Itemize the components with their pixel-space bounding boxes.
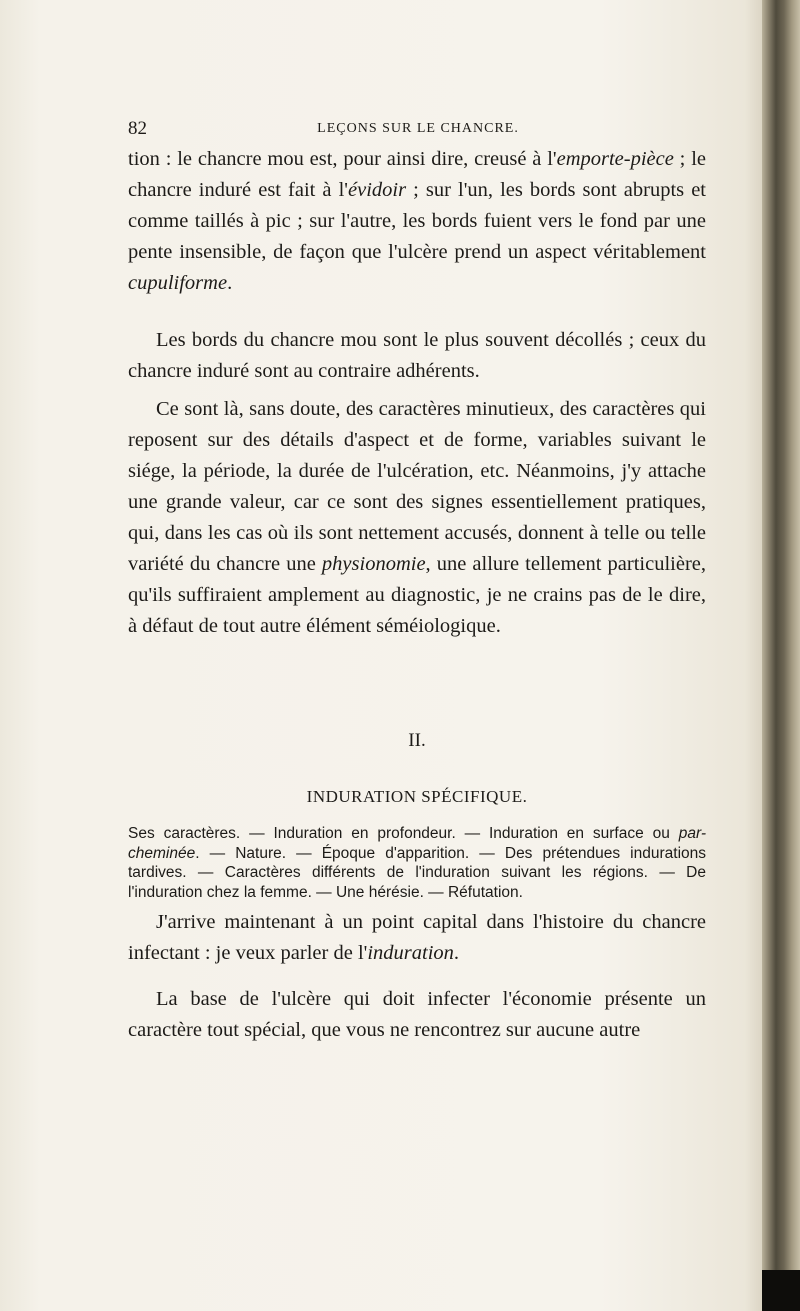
p1-emphasis-3: cupuliforme xyxy=(128,272,228,294)
page-corner-shadow xyxy=(762,1270,800,1311)
p3-text-2: , une allure tellement particulière, qu'ils suffiraient amplement au diagnostic, je ne crains pas de le dire, à défaut de tout autre élément séméiologique. xyxy=(128,553,706,637)
p5-text: La base de l'ulcère qui doit infecter l'économie présente un caractère tout spécial, que vous ne rencontrez sur aucune autre xyxy=(128,988,706,1041)
paragraph-4 xyxy=(128,907,706,969)
section-number: II. xyxy=(408,730,426,751)
paragraph-3 xyxy=(128,394,706,642)
p1-text-1: tion : le chancre mou est, pour ainsi dire, creusé à l' xyxy=(128,148,557,170)
summary-text-1: Ses caractères. — Induration en profondeur. — Induration en surface ou xyxy=(128,825,679,842)
p1-text-3: ; sur l'un, les bords sont abrupts et comme taillés à pic ; sur l'autre, les bords fuient vers le fond par une pente insensible, de façon que l'ulcère prend un aspect véritablement xyxy=(128,179,706,263)
p4-text-2: . xyxy=(453,942,460,964)
page-number: 82 xyxy=(128,118,147,139)
page-edge-shadow xyxy=(762,0,800,1311)
page-header xyxy=(128,118,708,140)
section-title: INDURATION SPÉCIFIQUE. xyxy=(306,787,528,806)
p4-text-1: J'arrive maintenant à un point capital dans l'histoire du chancre infectant : je veux parler de l' xyxy=(128,911,706,964)
paragraph-5 xyxy=(128,984,706,1046)
summary-emphasis-1: par-cheminée xyxy=(128,825,706,862)
p1-text-4: . xyxy=(227,272,233,294)
summary-text-2: . — Nature. — Époque d'apparition. — Des prétendues indurations tardives. — Caractères différents de l'induration suivant les régions. — De l'induration chez la femme. — Une hérésie. — Réfutation. xyxy=(128,844,706,901)
p3-text-1: Ce sont là, sans doute, des caractères minutieux, des caractères qui reposent sur des détails d'aspect et de forme, variables suivant le siége, la période, la durée de l'ulcération, etc. Néanmoins, j'y attache une grande valeur, car ce sont des signes essentiellement pratiques, qui, dans les cas où ils sont nettement accusés, donnent à telle ou telle variété du chancre une xyxy=(128,398,706,575)
running-head: LEÇONS SUR LE CHANCRE. xyxy=(317,121,519,136)
paragraph-2 xyxy=(128,325,706,387)
p1-emphasis-1: emporte-pièce xyxy=(556,148,674,170)
p3-emphasis-1: physionomie xyxy=(321,553,426,575)
p4-emphasis-1: induration xyxy=(367,942,454,964)
p1-emphasis-2: évidoir xyxy=(348,179,407,201)
p1-text-2: ; le chancre induré est fait à l' xyxy=(128,148,706,201)
paragraph-1 xyxy=(128,144,706,299)
p2-text: Les bords du chancre mou sont le plus souvent décollés ; ceux du chancre induré sont au contraire adhérents. xyxy=(128,329,706,382)
section-summary xyxy=(128,824,706,902)
